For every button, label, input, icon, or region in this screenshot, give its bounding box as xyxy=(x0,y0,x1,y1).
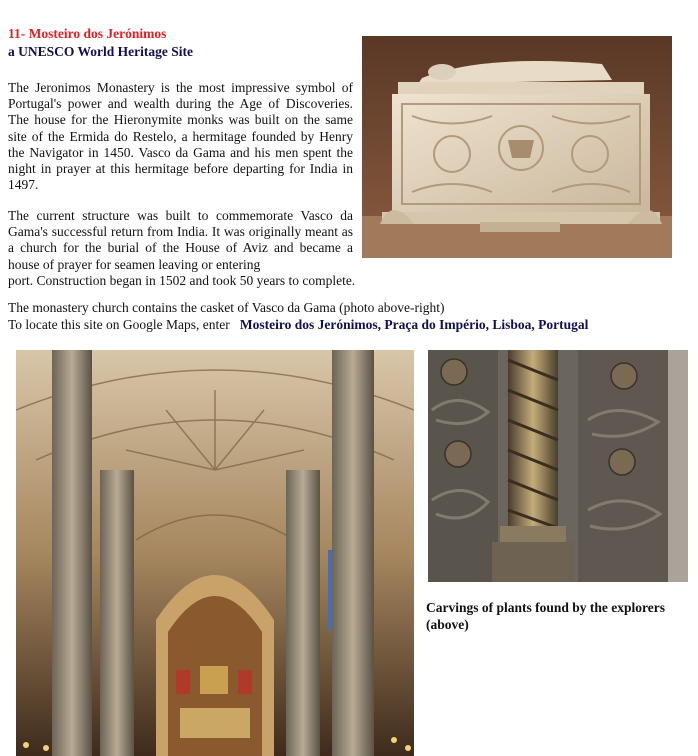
intro-paragraph: The Jeronimos Monastery is the most impressive symbol of Portugal's power and wealth during the Age of Discoveries. The house for the Hieronymite monks was built on the same site of the Ermida do Restelo, a hermitage founded by Henry the Navigator in 1450. Vasco da Gama and his men spent the night in prayer at this hermitage before departing for India in 1497. xyxy=(8,80,353,193)
church-interior-illustration xyxy=(16,350,414,756)
page-subheading: a UNESCO World Heritage Site xyxy=(8,44,193,59)
structure-paragraph: The current structure was built to commemorate Vasco da Gama's successful return from India. It was originally meant as a church for the burial of the House of Aviz and became a house of prayer for seamen leaving or entering xyxy=(8,208,353,272)
carvings-illustration xyxy=(428,350,688,582)
casket-illustration xyxy=(362,36,672,258)
page-heading: 11- Mosteiro dos Jerónimos xyxy=(8,26,167,41)
church-interior-photo xyxy=(16,350,414,756)
carvings-photo xyxy=(428,350,688,582)
casket-photo xyxy=(362,36,672,258)
maps-instruction-prefix: To locate this site on Google Maps, enter xyxy=(8,317,230,332)
casket-note: The monastery church contains the casket of Vasco da Gama (photo above-right) xyxy=(8,300,445,315)
maps-search-term: Mosteiro dos Jerónimos, Praça do Império, Lisboa, Portugal xyxy=(239,317,589,332)
carvings-caption: Carvings of plants found by the explorers (above) xyxy=(426,600,666,632)
structure-paragraph-end: port. Construction began in 1502 and took 50 years to complete. xyxy=(8,273,356,288)
maps-instruction xyxy=(8,317,588,333)
